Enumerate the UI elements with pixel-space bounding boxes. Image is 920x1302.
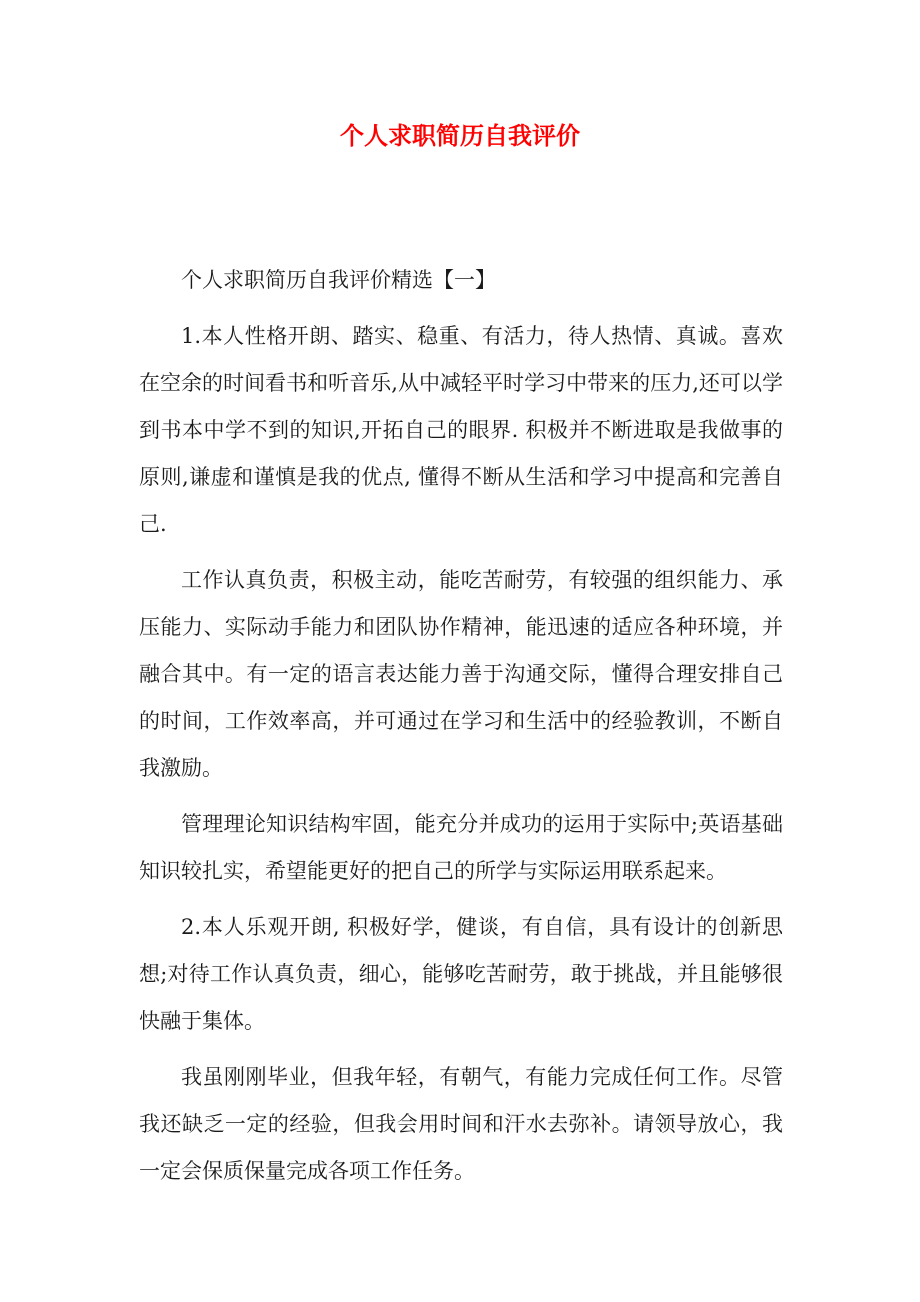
- document-body: [139, 257, 783, 1204]
- paragraph: 管理理论知识结构牢固，能充分并成功的运用于实际中;英语基础知识较扎实，希望能更好的把自己的所学与实际运用联系起来。: [139, 812, 783, 883]
- paragraph: 我虽刚刚毕业，但我年轻，有朝气，有能力完成任何工作。尽管我还缺乏一定的经验，但我会用时间和汗水去弥补。请领导放心，我一定会保质保量完成各项工作任务。: [139, 1065, 783, 1183]
- paragraph: 工作认真负责，积极主动，能吃苦耐劳，有较强的组织能力、承压能力、实际动手能力和团队协作精神，能迅速的适应各种环境，并融合其中。有一定的语言表达能力善于沟通交际，懂得合理安排自己的时间，工作效率高，并可通过在学习和生活中的经验教训，不断自我激励。: [139, 568, 783, 780]
- paragraph: 1.本人性格开朗、踏实、稳重、有活力，待人热情、真诚。喜欢在空余的时间看书和听音乐,从中减轻平时学习中带来的压力,还可以学到书本中学不到的知识,开拓自己的眼界. 积极并不断进取是我做事的原则,谦虚和谨慎是我的优点, 懂得不断从生活和学习中提高和完善自己.: [139, 324, 783, 536]
- paragraph: 2.本人乐观开朗, 积极好学，健谈，有自信，具有设计的创新思想;对待工作认真负责，细心，能够吃苦耐劳，敢于挑战，并且能够很快融于集体。: [139, 915, 783, 1033]
- document-title: 个人求职简历自我评价: [340, 121, 580, 150]
- section-heading: 个人求职简历自我评价精选【一】: [181, 268, 496, 292]
